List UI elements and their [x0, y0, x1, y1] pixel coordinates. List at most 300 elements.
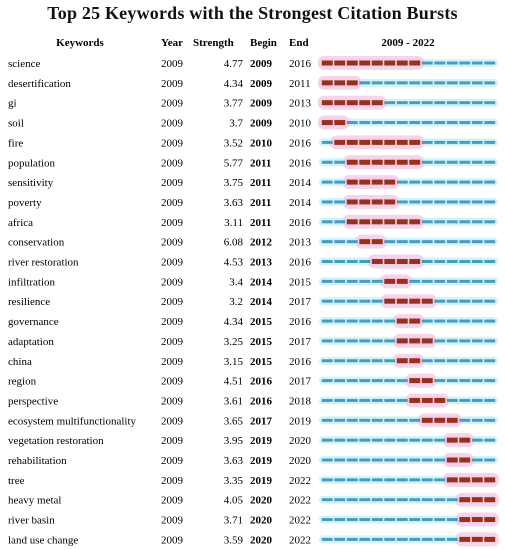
baseline-segment	[334, 459, 345, 462]
year-cell: 2009	[161, 58, 183, 70]
baseline-segment	[347, 478, 358, 481]
baseline-segment	[322, 181, 333, 184]
baseline-segment	[472, 439, 483, 442]
baseline-segment	[409, 101, 420, 104]
baseline-segment	[434, 121, 445, 124]
burst-segment	[409, 219, 420, 224]
baseline-segment	[359, 81, 370, 84]
baseline-segment	[322, 379, 333, 382]
keyword-label: vegetation restoration	[8, 435, 104, 448]
header-strength: Strength	[193, 37, 234, 49]
baseline-segment	[447, 379, 458, 382]
baseline-segment	[334, 399, 345, 402]
end-cell: 2016	[289, 316, 311, 329]
year-cell: 2009	[161, 157, 183, 170]
baseline-segment	[384, 379, 395, 382]
baseline-segment	[434, 81, 445, 84]
strength-cell: 3.15	[223, 355, 243, 368]
baseline-segment	[359, 359, 370, 362]
end-cell: 2014	[289, 177, 311, 190]
baseline-segment	[434, 439, 445, 442]
burst-segment	[347, 160, 358, 165]
baseline-segment	[372, 459, 383, 462]
year-cell: 2009	[161, 216, 183, 229]
baseline-segment	[322, 538, 333, 541]
baseline-segment	[459, 161, 470, 164]
baseline-segment	[372, 498, 383, 501]
baseline-segment	[372, 518, 383, 521]
baseline-segment	[422, 260, 433, 263]
baseline-segment	[322, 419, 333, 422]
burst-segment	[359, 100, 370, 105]
baseline-segment	[397, 478, 408, 481]
baseline-segment	[484, 419, 495, 422]
end-cell: 2017	[289, 375, 311, 388]
burst-segment	[384, 299, 395, 304]
baseline-segment	[347, 399, 358, 402]
baseline-segment	[459, 240, 470, 243]
burst-segment	[359, 140, 370, 145]
strength-cell: 4.34	[223, 316, 243, 329]
strength-cell: 3.61	[223, 395, 243, 408]
baseline-segment	[334, 498, 345, 501]
baseline-segment	[434, 200, 445, 203]
burst-segment	[359, 160, 370, 165]
baseline-segment	[422, 478, 433, 481]
baseline-segment	[447, 101, 458, 104]
baseline-segment	[422, 200, 433, 203]
begin-cell: 2019	[250, 435, 272, 448]
burst-segment	[422, 418, 433, 423]
baseline-segment	[334, 280, 345, 283]
keyword-label: soil	[8, 117, 24, 130]
keyword-label: desertification	[8, 77, 71, 90]
burst-segment	[397, 338, 408, 343]
baseline-segment	[322, 220, 333, 223]
burst-segment	[484, 497, 495, 502]
baseline-segment	[484, 339, 495, 342]
baseline-segment	[372, 379, 383, 382]
burst-segment	[384, 61, 395, 66]
baseline-segment	[447, 399, 458, 402]
end-cell: 2018	[289, 395, 311, 408]
burst-segment	[459, 537, 470, 542]
baseline-segment	[472, 320, 483, 323]
burst-segment	[384, 160, 395, 165]
year-cell: 2009	[161, 474, 183, 487]
baseline-segment	[434, 181, 445, 184]
baseline-segment	[334, 300, 345, 303]
baseline-segment	[384, 439, 395, 442]
baseline-segment	[409, 81, 420, 84]
begin-cell: 2020	[250, 514, 272, 527]
baseline-segment	[322, 518, 333, 521]
strength-cell: 4.77	[223, 58, 243, 70]
baseline-segment	[409, 240, 420, 243]
baseline-segment	[397, 81, 408, 84]
keyword-label: fire	[8, 137, 24, 150]
baseline-segment	[484, 280, 495, 283]
baseline-segment	[472, 419, 483, 422]
baseline-segment	[484, 220, 495, 223]
baseline-segment	[472, 300, 483, 303]
baseline-segment	[409, 518, 420, 521]
baseline-segment	[372, 81, 383, 84]
keyword-label: river basin	[8, 514, 55, 527]
end-cell: 2013	[289, 97, 311, 110]
baseline-segment	[472, 220, 483, 223]
baseline-segment	[334, 240, 345, 243]
baseline-segment	[409, 200, 420, 203]
baseline-segment	[422, 498, 433, 501]
begin-cell: 2011	[250, 177, 272, 190]
strength-cell: 3.63	[223, 455, 243, 467]
burst-segment	[322, 80, 333, 85]
strength-cell: 4.51	[223, 375, 243, 388]
baseline-segment	[447, 280, 458, 283]
baseline-segment	[397, 538, 408, 541]
baseline-segment	[422, 240, 433, 243]
burst-segment	[322, 120, 333, 125]
burst-segment	[397, 259, 408, 264]
baseline-segment	[359, 518, 370, 521]
baseline-segment	[322, 320, 333, 323]
baseline-segment	[434, 339, 445, 342]
baseline-segment	[347, 518, 358, 521]
baseline-segment	[434, 220, 445, 223]
burst-segment	[397, 279, 408, 284]
baseline-segment	[409, 280, 420, 283]
burst-segment	[359, 199, 370, 204]
burst-segment	[409, 259, 420, 264]
end-cell: 2022	[289, 534, 311, 547]
baseline-segment	[322, 478, 333, 481]
burst-segment	[422, 338, 433, 343]
baseline-segment	[447, 359, 458, 362]
burst-segment	[447, 438, 458, 443]
burst-segment	[347, 140, 358, 145]
begin-cell: 2019	[250, 474, 272, 487]
burst-segment	[347, 61, 358, 66]
baseline-segment	[484, 161, 495, 164]
begin-cell: 2020	[250, 494, 272, 507]
baseline-segment	[334, 538, 345, 541]
burst-segment	[372, 61, 383, 66]
burst-segment	[472, 517, 483, 522]
baseline-segment	[347, 240, 358, 243]
begin-cell: 2019	[250, 455, 272, 467]
strength-cell: 3.52	[223, 137, 243, 150]
baseline-segment	[472, 260, 483, 263]
baseline-segment	[459, 101, 470, 104]
baseline-segment	[434, 62, 445, 65]
burst-segment	[384, 199, 395, 204]
baseline-segment	[384, 320, 395, 323]
burst-segment	[409, 319, 420, 324]
begin-cell: 2012	[250, 236, 272, 249]
strength-cell: 6.08	[223, 236, 243, 249]
burst-segment	[472, 537, 483, 542]
burst-segment	[347, 100, 358, 105]
baseline-segment	[409, 478, 420, 481]
baseline-segment	[459, 339, 470, 342]
begin-cell: 2009	[250, 97, 272, 110]
baseline-segment	[322, 359, 333, 362]
burst-segment	[472, 477, 483, 482]
baseline-segment	[472, 121, 483, 124]
baseline-segment	[459, 280, 470, 283]
baseline-segment	[384, 101, 395, 104]
baseline-segment	[434, 379, 445, 382]
baseline-segment	[347, 379, 358, 382]
baseline-segment	[322, 498, 333, 501]
begin-cell: 2009	[250, 77, 272, 90]
baseline-segment	[422, 121, 433, 124]
baseline-segment	[459, 200, 470, 203]
baseline-segment	[484, 121, 495, 124]
baseline-segment	[334, 200, 345, 203]
keyword-label: perspective	[8, 395, 59, 408]
baseline-segment	[484, 300, 495, 303]
baseline-segment	[322, 141, 333, 144]
burst-segment	[347, 80, 358, 85]
baseline-segment	[422, 439, 433, 442]
end-cell: 2016	[289, 137, 311, 150]
baseline-segment	[459, 419, 470, 422]
strength-cell: 3.59	[223, 534, 243, 547]
keyword-label: region	[8, 375, 37, 388]
burst-segment	[409, 358, 420, 363]
baseline-segment	[322, 280, 333, 283]
strength-cell: 3.77	[223, 97, 243, 110]
baseline-segment	[484, 439, 495, 442]
baseline-segment	[334, 478, 345, 481]
burst-segment	[359, 239, 370, 244]
baseline-segment	[484, 141, 495, 144]
baseline-segment	[459, 220, 470, 223]
burst-segment	[459, 497, 470, 502]
baseline-segment	[409, 459, 420, 462]
begin-cell: 2011	[250, 196, 272, 209]
baseline-segment	[422, 81, 433, 84]
begin-cell: 2015	[250, 316, 272, 329]
baseline-segment	[397, 200, 408, 203]
end-cell: 2013	[289, 236, 311, 249]
year-cell: 2009	[161, 196, 183, 209]
begin-cell: 2009	[250, 58, 272, 70]
keyword-label: science	[8, 58, 41, 70]
baseline-segment	[459, 379, 470, 382]
strength-cell: 3.25	[223, 335, 243, 348]
baseline-segment	[384, 518, 395, 521]
baseline-segment	[359, 538, 370, 541]
baseline-segment	[372, 538, 383, 541]
burst-segment	[397, 219, 408, 224]
baseline-segment	[322, 339, 333, 342]
burst-segment	[322, 100, 333, 105]
baseline-segment	[334, 220, 345, 223]
burst-segment	[347, 219, 358, 224]
baseline-segment	[434, 161, 445, 164]
year-cell: 2009	[161, 256, 183, 269]
baseline-segment	[397, 439, 408, 442]
baseline-segment	[459, 81, 470, 84]
baseline-segment	[434, 538, 445, 541]
year-cell: 2009	[161, 177, 183, 190]
baseline-segment	[422, 62, 433, 65]
header-year: Year	[161, 37, 183, 49]
baseline-segment	[459, 141, 470, 144]
baseline-segment	[334, 419, 345, 422]
baseline-segment	[422, 141, 433, 144]
baseline-segment	[484, 320, 495, 323]
baseline-segment	[447, 121, 458, 124]
burst-segment	[484, 477, 495, 482]
baseline-segment	[434, 359, 445, 362]
burst-segment	[359, 180, 370, 185]
baseline-segment	[334, 339, 345, 342]
baseline-segment	[384, 399, 395, 402]
keyword-label: rehabilitation	[8, 455, 67, 467]
baseline-segment	[384, 121, 395, 124]
burst-segment	[459, 517, 470, 522]
baseline-segment	[384, 359, 395, 362]
strength-cell: 3.71	[223, 514, 243, 527]
baseline-segment	[334, 320, 345, 323]
baseline-segment	[372, 300, 383, 303]
baseline-segment	[422, 181, 433, 184]
burst-segment	[459, 458, 470, 463]
baseline-segment	[372, 339, 383, 342]
baseline-segment	[484, 62, 495, 65]
baseline-segment	[434, 498, 445, 501]
end-cell: 2016	[289, 355, 311, 368]
baseline-segment	[422, 459, 433, 462]
baseline-segment	[422, 538, 433, 541]
baseline-segment	[359, 498, 370, 501]
baseline-segment	[347, 339, 358, 342]
burst-segment	[397, 319, 408, 324]
baseline-segment	[384, 339, 395, 342]
baseline-segment	[422, 320, 433, 323]
baseline-segment	[359, 439, 370, 442]
baseline-segment	[322, 439, 333, 442]
year-cell: 2009	[161, 455, 183, 467]
baseline-segment	[447, 260, 458, 263]
baseline-segment	[409, 121, 420, 124]
baseline-segment	[434, 240, 445, 243]
baseline-segment	[434, 141, 445, 144]
baseline-segment	[459, 300, 470, 303]
baseline-segment	[397, 518, 408, 521]
year-cell: 2009	[161, 375, 183, 388]
burst-segment	[484, 537, 495, 542]
year-cell: 2009	[161, 117, 183, 130]
baseline-segment	[484, 399, 495, 402]
begin-cell: 2020	[250, 534, 272, 547]
keyword-label: sensitivity	[8, 177, 54, 190]
baseline-segment	[372, 280, 383, 283]
baseline-segment	[484, 240, 495, 243]
strength-cell: 4.05	[223, 494, 243, 507]
begin-cell: 2017	[250, 415, 272, 428]
strength-cell: 3.95	[223, 435, 243, 448]
strength-cell: 5.77	[223, 157, 243, 170]
baseline-segment	[359, 379, 370, 382]
baseline-segment	[334, 439, 345, 442]
header-timeline: 2009 - 2022	[381, 37, 435, 49]
baseline-segment	[472, 161, 483, 164]
baseline-segment	[434, 478, 445, 481]
burst-segment	[372, 199, 383, 204]
strength-cell: 3.35	[223, 474, 243, 487]
begin-cell: 2015	[250, 335, 272, 348]
begin-cell: 2011	[250, 157, 272, 170]
baseline-segment	[359, 419, 370, 422]
burst-segment	[397, 160, 408, 165]
end-cell: 2017	[289, 335, 311, 348]
burst-segment	[434, 418, 445, 423]
burst-segment	[384, 259, 395, 264]
year-cell: 2009	[161, 276, 183, 289]
baseline-segment	[484, 359, 495, 362]
burst-segment	[347, 180, 358, 185]
strength-cell: 4.34	[223, 77, 243, 90]
burst-segment	[422, 299, 433, 304]
baseline-segment	[409, 538, 420, 541]
burst-segment	[334, 61, 345, 66]
end-cell: 2010	[289, 117, 311, 130]
baseline-segment	[434, 280, 445, 283]
baseline-segment	[322, 260, 333, 263]
baseline-segment	[422, 220, 433, 223]
baseline-segment	[472, 62, 483, 65]
baseline-segment	[359, 478, 370, 481]
baseline-segment	[397, 459, 408, 462]
end-cell: 2015	[289, 276, 311, 289]
keyword-label: conservation	[8, 236, 65, 249]
baseline-segment	[447, 339, 458, 342]
burst-segment	[397, 140, 408, 145]
baseline-segment	[359, 320, 370, 323]
burst-segment	[384, 219, 395, 224]
burst-segment	[359, 61, 370, 66]
end-cell: 2020	[289, 435, 311, 448]
keyword-label: resilience	[8, 296, 51, 309]
baseline-segment	[359, 399, 370, 402]
baseline-segment	[397, 181, 408, 184]
baseline-segment	[322, 240, 333, 243]
burst-segment	[409, 378, 420, 383]
baseline-segment	[472, 379, 483, 382]
baseline-segment	[334, 518, 345, 521]
year-cell: 2009	[161, 316, 183, 329]
keyword-label: poverty	[8, 196, 42, 209]
burst-segment	[409, 160, 420, 165]
baseline-segment	[397, 399, 408, 402]
baseline-segment	[434, 260, 445, 263]
burst-segment	[434, 398, 445, 403]
begin-cell: 2016	[250, 395, 272, 408]
baseline-segment	[372, 359, 383, 362]
baseline-segment	[472, 399, 483, 402]
baseline-segment	[334, 161, 345, 164]
baseline-segment	[447, 62, 458, 65]
baseline-segment	[459, 399, 470, 402]
baseline-segment	[347, 121, 358, 124]
begin-cell: 2014	[250, 296, 272, 309]
baseline-segment	[472, 240, 483, 243]
